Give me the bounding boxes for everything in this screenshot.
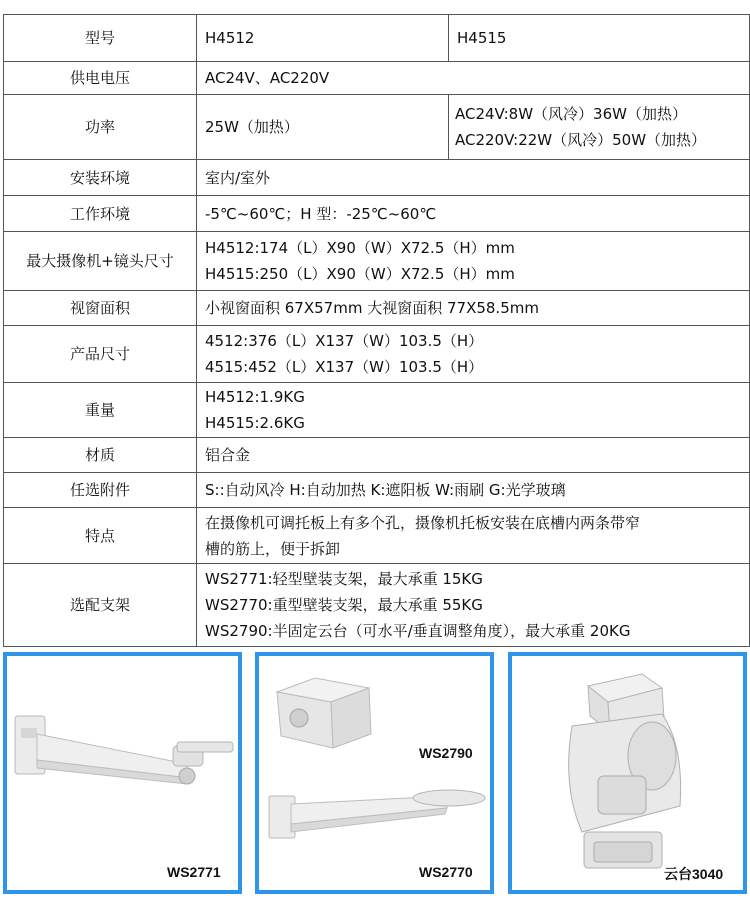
- label-power-supply: 供电电压: [4, 62, 197, 95]
- value-product-size: [197, 326, 750, 383]
- label-material: 材质: [4, 438, 197, 473]
- photo-ws2790-ws2770: [255, 652, 494, 894]
- value-install-env: 室内/室外: [197, 160, 750, 196]
- ws2790-ws2770-bracket-image: [259, 656, 490, 890]
- value-features: [197, 508, 750, 564]
- features-line1: 在摄像机可调托板上有多个孔，摄像机托板安装在底槽内两条带窄: [205, 513, 641, 532]
- caption-ws2790: WS2790: [419, 745, 473, 761]
- value-weight: [197, 383, 750, 438]
- label-brackets: 选配支架: [4, 564, 197, 647]
- power-h4515-line1: AC24V:8W（风冷）36W（加热）: [455, 105, 687, 123]
- photo-ws2771: [3, 652, 242, 894]
- weight-line2: H4515:2.6KG: [205, 414, 305, 432]
- value-power-h4512: 25W（加热）: [197, 95, 449, 160]
- label-max-camera: 最大摄像机+镜头尺寸: [4, 232, 197, 291]
- label-work-env: 工作环境: [4, 196, 197, 232]
- pan-tilt-3040-image: [512, 656, 743, 890]
- row-max-camera: [4, 232, 750, 291]
- label-weight: 重量: [4, 383, 197, 438]
- caption-ws2771: WS2771: [167, 864, 221, 880]
- max-camera-line2: H4515:250（L）X90（W）X72.5（H）mm: [205, 265, 515, 283]
- value-material: 铝合金: [197, 438, 750, 473]
- value-power-supply: AC24V、AC220V: [197, 62, 750, 95]
- label-features: 特点: [4, 508, 197, 564]
- power-h4515-line2: AC220V:22W（风冷）50W（加热）: [455, 131, 707, 149]
- max-camera-line1: H4512:174（L）X90（W）X72.5（H）mm: [205, 239, 515, 257]
- value-power-h4515: [449, 95, 750, 160]
- row-power: [4, 95, 750, 160]
- features-line2: 槽的筋上，便于拆卸: [205, 539, 341, 558]
- value-work-env: -5℃~60℃；H 型：-25℃~60℃: [197, 196, 750, 232]
- label-window-area: 视窗面积: [4, 291, 197, 326]
- row-product-size: [4, 326, 750, 383]
- brackets-line3: WS2790:半固定云台（可水平/垂直调整角度），最大承重 20KG: [205, 622, 631, 640]
- product-size-line1: 4512:376（L）X137（W）103.5（H）: [205, 332, 484, 350]
- caption-ws2770: WS2770: [419, 864, 473, 880]
- value-max-camera: [197, 232, 750, 291]
- product-size-line2: 4515:452（L）X137（W）103.5（H）: [205, 358, 484, 376]
- row-power-supply: [4, 62, 750, 95]
- label-power: 功率: [4, 95, 197, 160]
- row-weight: [4, 383, 750, 438]
- row-work-env: [4, 196, 750, 232]
- value-options: S::自动风冷 H:自动加热 K:遮阳板 W:雨刷 G:光学玻璃: [197, 473, 750, 508]
- weight-line1: H4512:1.9KG: [205, 388, 305, 406]
- row-window-area: [4, 291, 750, 326]
- row-material: [4, 438, 750, 473]
- value-window-area: 小视窗面积 67X57mm 大视窗面积 77X58.5mm: [197, 291, 750, 326]
- photo-pan-tilt-3040: [508, 652, 747, 894]
- ws2771-bracket-image: [7, 656, 238, 890]
- row-install-env: [4, 160, 750, 196]
- row-model: [4, 15, 750, 62]
- row-features: [4, 508, 750, 564]
- value-model-h4512: H4512: [197, 15, 449, 62]
- label-model: 型号: [4, 15, 197, 62]
- brackets-line1: WS2771:轻型壁装支架，最大承重 15KG: [205, 570, 483, 588]
- label-install-env: 安装环境: [4, 160, 197, 196]
- value-model-h4515: H4515: [449, 15, 750, 62]
- spec-table: [3, 14, 750, 647]
- value-brackets: [197, 564, 750, 647]
- brackets-line2: WS2770:重型壁装支架，最大承重 55KG: [205, 596, 483, 614]
- row-options: [4, 473, 750, 508]
- label-product-size: 产品尺寸: [4, 326, 197, 383]
- caption-pan-tilt-3040: 云台3040: [664, 866, 724, 882]
- row-brackets: [4, 564, 750, 647]
- label-options: 任选附件: [4, 473, 197, 508]
